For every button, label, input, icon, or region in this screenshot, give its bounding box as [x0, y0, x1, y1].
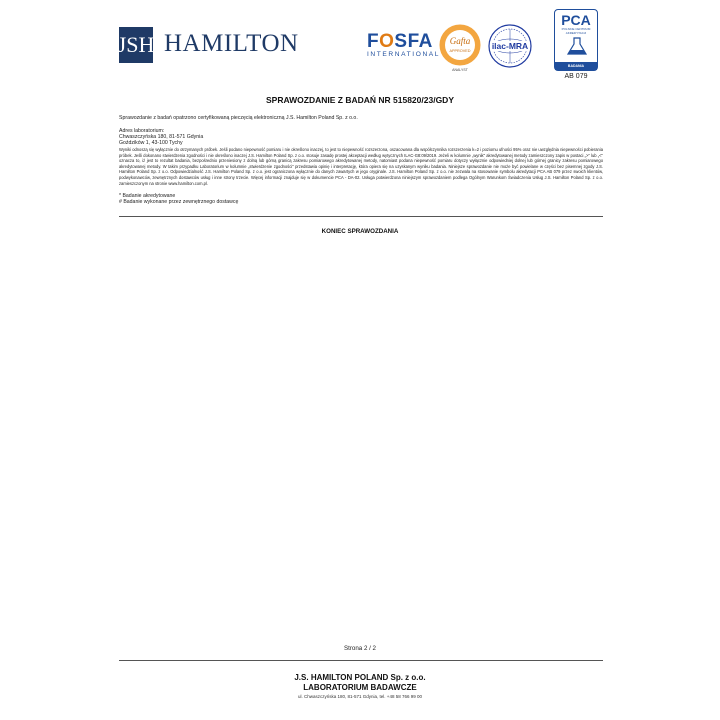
footer-divider	[119, 660, 603, 661]
lab-address-block	[119, 128, 603, 146]
pca-accreditation-badge	[554, 9, 598, 71]
hamilton-logo-mark	[119, 27, 153, 63]
footer-company: J.S. HAMILTON POLAND Sp. z o.o.	[294, 673, 426, 682]
end-of-report: KONIEC SPRAWOZDANIA	[321, 228, 399, 235]
signature-note: Sprawozdanie z badań opatrzono certyfikowaną pieczęcią elektroniczną J.S. Hamilton Poland Sp. z o.o.	[119, 115, 358, 121]
note-external: # Badanie wykonane przez zewnętrznego dostawcę	[119, 199, 239, 205]
lab-address-line-2: Goździków 1, 43-100 Tychy	[119, 140, 183, 146]
ilac-mra-logo	[487, 23, 533, 69]
svg-text:ANALYST: ANALYST	[452, 68, 468, 72]
gafta-logo	[437, 22, 483, 72]
svg-text:Gafta: Gafta	[449, 36, 471, 46]
lab-address-label: Adres laboratorium:	[119, 128, 165, 134]
fosfa-subtitle: INTERNATIONAL	[367, 51, 441, 58]
disclaimer-text: Wyniki odnoszą się wyłącznie do otrzymanych próbek. Jeśli podano niepewność pomiaru i nie określono inaczej, to jest to niepewność rozszerzona, oszacowana dla współczynnika rozszerzenia k=2 i poziomu ufności 95% oraz nie uwzględnia niepewności pobierania próbek. Jeśli dokonano stwierdzenia zgodności i nie określono inaczej J.S. Hamilton Poland Sp. z o.o. stosuje zasadę prostej akceptacji według wytycznych ILAC-G8:09/2019. Jeżeli w kolumnie „wynik" akredytowanej metody zamieszczony zapis w postaci „>" lub „<" oznacza to, iż jest to rezultat badania, bezpośrednio przeniesiony z dolną lub górną granicą zakresu pomiarowego akredytowanej metody, natomiast podana niepewność pomiaru dotyczy wyłącznie odpowiedniej dolnej lub górnej granicy zakresu pomiarowego akredytowanej metody. W takim przypadku Laboratorium w kolumnie „stwierdzenie zgodności" przedstawia opinię i interpretację, która opiera się na uzyskanym wyniku badania. Niniejsze sprawozdanie nie może być powielane w części bez pisemnej zgody J.S. Hamilton Poland Sp. z o.o. Odpowiedzialność J.S. Hamilton Poland Sp. z o.o. jest ograniczona wyłącznie do danych zawartych w jego oryginale. J.S. Hamilton Poland Sp. z o.o. nie zezwala na stosowanie symbolu akredytacji PCA AB 079 przez swoich klientów, podwykonawców, zewnętrznych dostawców usług i inne strony trzecie. Więcej informacji znajduje się w dokumencie PCA - DA-02. Usługa potwierdzona niniejszym sprawozdaniem podlega Ogólnym Warunkom Świadczenia Usług J.S. Hamilton Poland Sp. z o.o. zamieszczonym na stronie www.hamilton.com.pl.	[119, 147, 603, 186]
divider	[119, 216, 603, 217]
pca-title: PCA	[561, 12, 591, 28]
report-title: SPRAWOZDANIE Z BADAŃ NR 515820/23/GDY	[266, 95, 454, 105]
page-number: Strona 2 / 2	[344, 645, 376, 652]
note-accredited: * Badanie akredytowane	[119, 193, 176, 199]
svg-text:ilac-MRA: ilac-MRA	[491, 41, 529, 51]
company-name: HAMILTON	[164, 30, 299, 57]
footer-address: ul. Chwaszczyńska 180, 81-571 Gdynia, tel. +48 58 766 99 00	[298, 694, 422, 699]
pca-subtitle-2: AKREDYTACJI	[565, 30, 587, 35]
logo-monogram: JSH	[117, 32, 155, 57]
svg-text:APPROVED: APPROVED	[449, 49, 471, 53]
flask-icon	[555, 35, 599, 57]
footer-lab: LABORATORIUM BADAWCZE	[303, 683, 417, 692]
notes-block	[119, 193, 603, 205]
pca-subtitle-1: POLSKIE CENTRUM	[561, 27, 591, 31]
accreditation-code: AB 079	[564, 73, 588, 80]
lab-address-line-1: Chwaszczyńska 180, 81-571 Gdynia	[119, 134, 204, 140]
fosfa-logo: FOSFA INTERNATIONAL	[367, 31, 441, 58]
pca-footer: BADANIA	[555, 62, 597, 70]
